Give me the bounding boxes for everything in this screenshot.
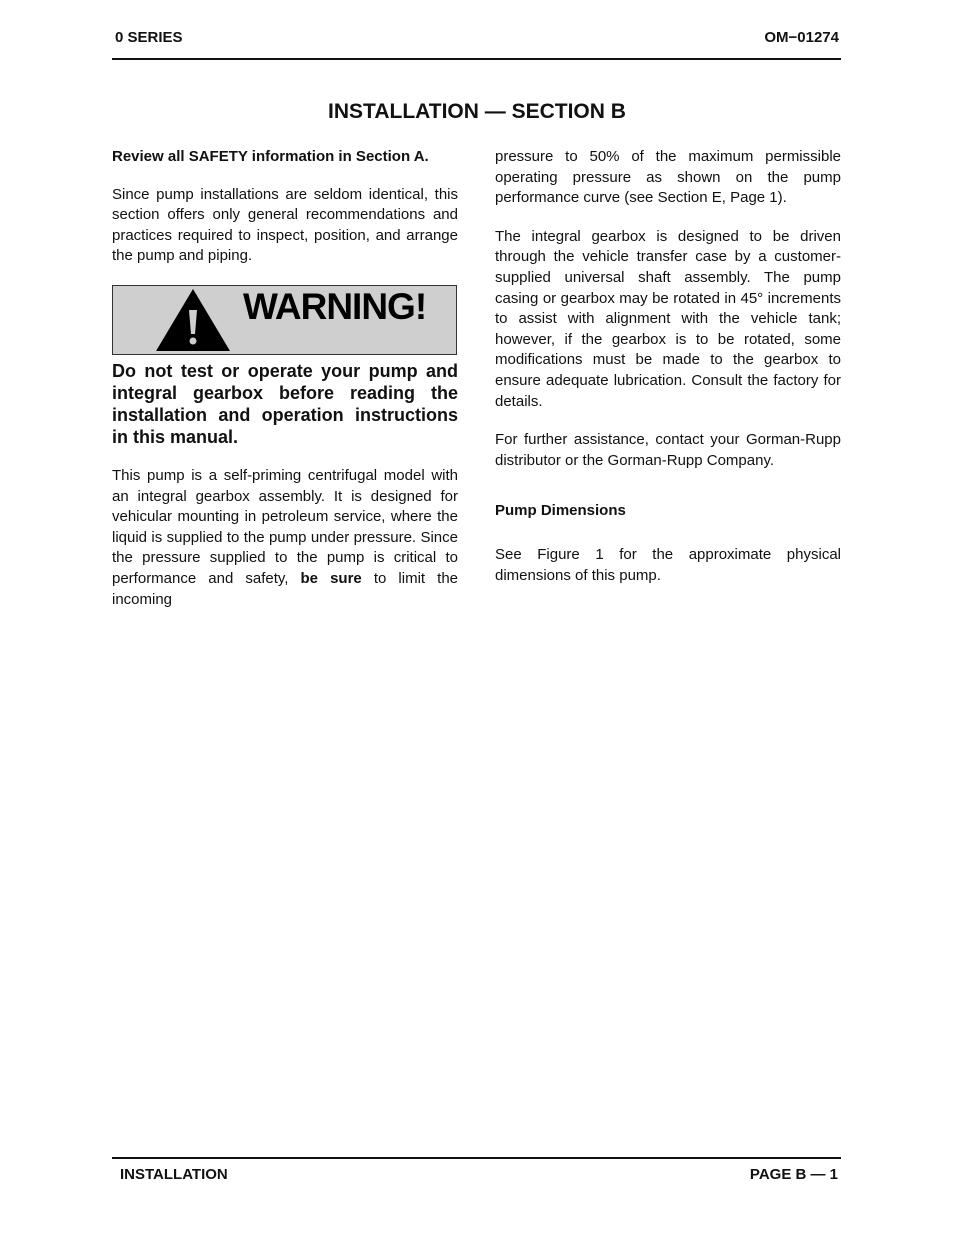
description-paragraph [112,466,458,610]
warning-triangle-icon [155,288,231,352]
assistance-paragraph: For further assistance, contact your Gorman-Rupp distributor or the Gorman-Rupp Company. [495,431,841,469]
header-rule [112,58,841,60]
warning-text: Do not test or operate your pump and integral gearbox before reading the installation and operation instructions in this manual. [112,360,458,447]
footer-section-label: INSTALLATION [120,1166,228,1183]
right-column [495,147,841,604]
description-text: This pump is a self-priming centrifugal model with an integral gearbox assembly. It is designed for vehicular mounting in petroleum service, where the liquid is supplied to the pump under pressure. Since the pressure supplied to the pump is critical to performance and safety, [112,466,458,587]
pump-dimensions-heading: Pump Dimensions [495,502,626,520]
pump-dimensions-text: See Figure 1 for the approximate physical dimensions of this pump. [495,545,841,584]
warning-label: WARNING! [243,285,427,327]
safety-review-note: Review all SAFETY information in Section A. [112,148,429,165]
be-sure-emphasis: be sure [300,569,362,587]
document-number: OM−01274 [764,29,839,46]
footer-rule [112,1157,841,1159]
section-title: INSTALLATION — SECTION B [328,100,626,123]
intro-paragraph: Since pump installations are seldom identical, this section offers only general recommendations and practices required to inspect, position, and arrange the pump and piping. [112,185,458,265]
page-number: PAGE B — 1 [749,1166,838,1183]
left-column [112,147,458,628]
warning-box [112,285,457,355]
page-footer [112,1166,841,1183]
gearbox-paragraph: The integral gearbox is designed to be driven through the vehicle transfer case by a customer-supplied universal shaft assembly. The pump casing or gearbox may be rotated in 45° increments to assist with alignment with the vehicle tank; however, if the gearbox is to be rotated, some modifications must be made to the gearbox to ensure adequate lubrication. Consult the factory for details. [495,227,841,410]
description-tail: to limit the incoming [112,569,459,608]
page-header [112,29,841,46]
pressure-continuation: pressure to 50% of the maximum permissible operating pressure as shown on the pump performance curve (see Section E, Page 1). [495,148,841,207]
series-label: 0 SERIES [115,29,183,46]
